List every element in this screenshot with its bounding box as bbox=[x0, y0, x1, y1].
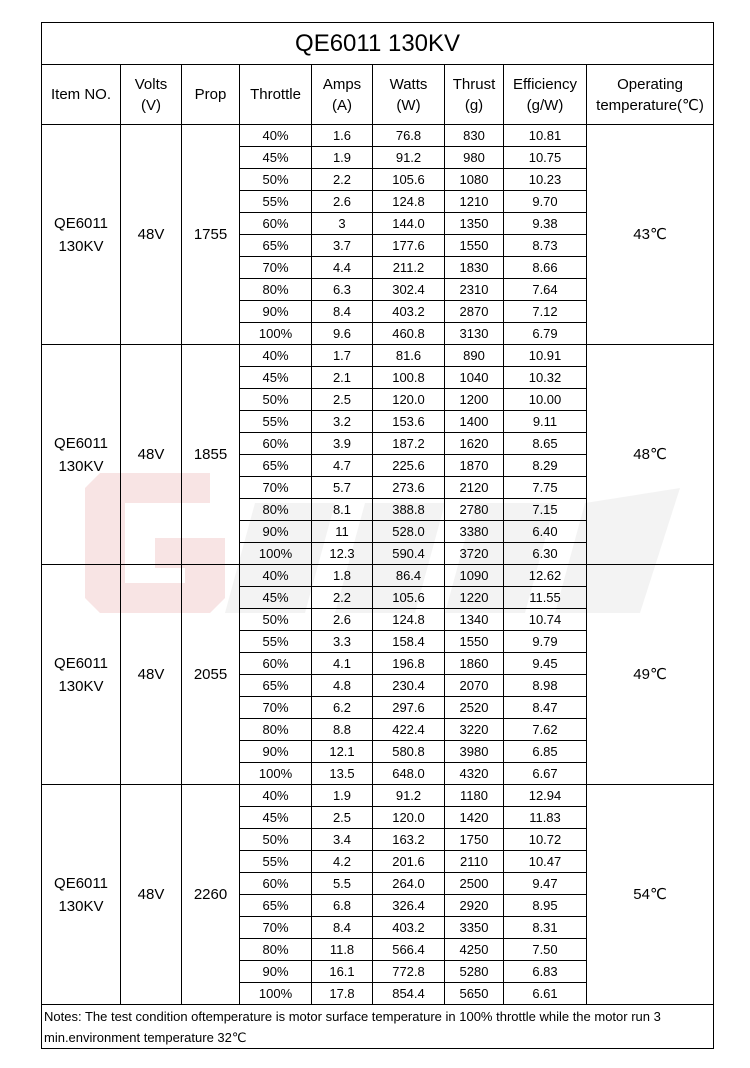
efficiency-cell: 12.62 bbox=[504, 565, 587, 587]
efficiency-cell: 10.47 bbox=[504, 851, 587, 873]
efficiency-cell: 7.12 bbox=[504, 301, 587, 323]
efficiency-cell: 10.75 bbox=[504, 147, 587, 169]
efficiency-cell: 10.91 bbox=[504, 345, 587, 367]
thrust-cell: 1090 bbox=[445, 565, 504, 587]
watts-cell: 648.0 bbox=[373, 763, 445, 785]
notes-row bbox=[42, 1005, 714, 1049]
thrust-cell: 2110 bbox=[445, 851, 504, 873]
amps-cell: 17.8 bbox=[312, 983, 373, 1005]
table-title: QE6011 130KV bbox=[42, 23, 714, 65]
throttle-cell: 80% bbox=[240, 279, 312, 301]
amps-cell: 2.2 bbox=[312, 587, 373, 609]
thrust-cell: 1080 bbox=[445, 169, 504, 191]
watts-cell: 120.0 bbox=[373, 807, 445, 829]
watts-cell: 76.8 bbox=[373, 125, 445, 147]
thrust-cell: 1210 bbox=[445, 191, 504, 213]
throttle-cell: 90% bbox=[240, 961, 312, 983]
watts-cell: 326.4 bbox=[373, 895, 445, 917]
notes-text: Notes: The test condition oftemperature is motor surface temperature in 100% throttle while the motor run 3 min.environment temperature 32℃ bbox=[42, 1005, 714, 1049]
thrust-cell: 1870 bbox=[445, 455, 504, 477]
thrust-cell: 1550 bbox=[445, 235, 504, 257]
amps-cell: 1.8 bbox=[312, 565, 373, 587]
efficiency-cell: 10.32 bbox=[504, 367, 587, 389]
efficiency-cell: 6.83 bbox=[504, 961, 587, 983]
amps-cell: 1.9 bbox=[312, 785, 373, 807]
efficiency-cell: 10.74 bbox=[504, 609, 587, 631]
watts-cell: 81.6 bbox=[373, 345, 445, 367]
amps-cell: 4.8 bbox=[312, 675, 373, 697]
thrust-cell: 1620 bbox=[445, 433, 504, 455]
efficiency-cell: 9.79 bbox=[504, 631, 587, 653]
watts-cell: 566.4 bbox=[373, 939, 445, 961]
thrust-cell: 5650 bbox=[445, 983, 504, 1005]
throttle-cell: 90% bbox=[240, 521, 312, 543]
throttle-cell: 40% bbox=[240, 345, 312, 367]
thrust-cell: 1400 bbox=[445, 411, 504, 433]
table-row bbox=[42, 785, 714, 807]
throttle-cell: 70% bbox=[240, 697, 312, 719]
efficiency-cell: 9.70 bbox=[504, 191, 587, 213]
amps-cell: 8.8 bbox=[312, 719, 373, 741]
thrust-cell: 3350 bbox=[445, 917, 504, 939]
amps-cell: 4.4 bbox=[312, 257, 373, 279]
thrust-cell: 3720 bbox=[445, 543, 504, 565]
watts-cell: 124.8 bbox=[373, 191, 445, 213]
header-thrust: Thrust (g) bbox=[445, 65, 504, 125]
temperature-cell: 43℃ bbox=[587, 125, 714, 345]
throttle-cell: 80% bbox=[240, 499, 312, 521]
table-row bbox=[42, 345, 714, 367]
watts-cell: 422.4 bbox=[373, 719, 445, 741]
thrust-cell: 1550 bbox=[445, 631, 504, 653]
throttle-cell: 50% bbox=[240, 169, 312, 191]
thrust-cell: 1200 bbox=[445, 389, 504, 411]
thrust-cell: 3380 bbox=[445, 521, 504, 543]
throttle-cell: 100% bbox=[240, 323, 312, 345]
efficiency-cell: 9.47 bbox=[504, 873, 587, 895]
throttle-cell: 80% bbox=[240, 939, 312, 961]
header-throttle: Throttle bbox=[240, 65, 312, 125]
watts-cell: 264.0 bbox=[373, 873, 445, 895]
header-prop: Prop bbox=[182, 65, 240, 125]
efficiency-cell: 6.79 bbox=[504, 323, 587, 345]
amps-cell: 3.7 bbox=[312, 235, 373, 257]
watts-cell: 528.0 bbox=[373, 521, 445, 543]
throttle-cell: 50% bbox=[240, 829, 312, 851]
throttle-cell: 90% bbox=[240, 741, 312, 763]
thrust-cell: 2870 bbox=[445, 301, 504, 323]
thrust-cell: 2520 bbox=[445, 697, 504, 719]
temperature-cell: 49℃ bbox=[587, 565, 714, 785]
watts-cell: 196.8 bbox=[373, 653, 445, 675]
amps-cell: 3.4 bbox=[312, 829, 373, 851]
thrust-cell: 2120 bbox=[445, 477, 504, 499]
amps-cell: 3.9 bbox=[312, 433, 373, 455]
throttle-cell: 80% bbox=[240, 719, 312, 741]
throttle-cell: 65% bbox=[240, 235, 312, 257]
spec-table bbox=[41, 22, 714, 1049]
watts-cell: 86.4 bbox=[373, 565, 445, 587]
table-row bbox=[42, 125, 714, 147]
watts-cell: 177.6 bbox=[373, 235, 445, 257]
title-row bbox=[42, 23, 714, 65]
amps-cell: 4.7 bbox=[312, 455, 373, 477]
watts-cell: 105.6 bbox=[373, 169, 445, 191]
thrust-cell: 5280 bbox=[445, 961, 504, 983]
item-no-cell: QE6011 130KV bbox=[42, 345, 121, 565]
watts-cell: 403.2 bbox=[373, 917, 445, 939]
amps-cell: 2.5 bbox=[312, 807, 373, 829]
watts-cell: 120.0 bbox=[373, 389, 445, 411]
watts-cell: 100.8 bbox=[373, 367, 445, 389]
watts-cell: 225.6 bbox=[373, 455, 445, 477]
watts-cell: 302.4 bbox=[373, 279, 445, 301]
efficiency-cell: 7.75 bbox=[504, 477, 587, 499]
efficiency-cell: 9.38 bbox=[504, 213, 587, 235]
amps-cell: 11 bbox=[312, 521, 373, 543]
efficiency-cell: 6.85 bbox=[504, 741, 587, 763]
thrust-cell: 2310 bbox=[445, 279, 504, 301]
thrust-cell: 4320 bbox=[445, 763, 504, 785]
header-row bbox=[42, 65, 714, 125]
efficiency-cell: 7.62 bbox=[504, 719, 587, 741]
watts-cell: 124.8 bbox=[373, 609, 445, 631]
prop-cell: 1755 bbox=[182, 125, 240, 345]
throttle-cell: 70% bbox=[240, 477, 312, 499]
amps-cell: 1.9 bbox=[312, 147, 373, 169]
amps-cell: 3.2 bbox=[312, 411, 373, 433]
throttle-cell: 90% bbox=[240, 301, 312, 323]
amps-cell: 16.1 bbox=[312, 961, 373, 983]
throttle-cell: 40% bbox=[240, 565, 312, 587]
amps-cell: 5.5 bbox=[312, 873, 373, 895]
efficiency-cell: 8.65 bbox=[504, 433, 587, 455]
thrust-cell: 1340 bbox=[445, 609, 504, 631]
thrust-cell: 1830 bbox=[445, 257, 504, 279]
efficiency-cell: 7.50 bbox=[504, 939, 587, 961]
thrust-cell: 830 bbox=[445, 125, 504, 147]
watts-cell: 153.6 bbox=[373, 411, 445, 433]
header-temperature: Operating temperature(℃) bbox=[587, 65, 714, 125]
temperature-cell: 54℃ bbox=[587, 785, 714, 1005]
throttle-cell: 70% bbox=[240, 917, 312, 939]
efficiency-cell: 9.11 bbox=[504, 411, 587, 433]
volts-cell: 48V bbox=[121, 345, 182, 565]
volts-cell: 48V bbox=[121, 785, 182, 1005]
efficiency-cell: 8.66 bbox=[504, 257, 587, 279]
throttle-cell: 45% bbox=[240, 367, 312, 389]
efficiency-cell: 6.61 bbox=[504, 983, 587, 1005]
efficiency-cell: 8.29 bbox=[504, 455, 587, 477]
header-efficiency: Efficiency (g/W) bbox=[504, 65, 587, 125]
throttle-cell: 45% bbox=[240, 807, 312, 829]
throttle-cell: 60% bbox=[240, 653, 312, 675]
throttle-cell: 55% bbox=[240, 191, 312, 213]
efficiency-cell: 10.23 bbox=[504, 169, 587, 191]
throttle-cell: 55% bbox=[240, 631, 312, 653]
efficiency-cell: 8.31 bbox=[504, 917, 587, 939]
watts-cell: 460.8 bbox=[373, 323, 445, 345]
header-item-no: Item NO. bbox=[42, 65, 121, 125]
thrust-cell: 3980 bbox=[445, 741, 504, 763]
thrust-cell: 2500 bbox=[445, 873, 504, 895]
throttle-cell: 45% bbox=[240, 147, 312, 169]
throttle-cell: 40% bbox=[240, 785, 312, 807]
watts-cell: 580.8 bbox=[373, 741, 445, 763]
watts-cell: 144.0 bbox=[373, 213, 445, 235]
throttle-cell: 65% bbox=[240, 675, 312, 697]
thrust-cell: 1420 bbox=[445, 807, 504, 829]
volts-cell: 48V bbox=[121, 125, 182, 345]
throttle-cell: 55% bbox=[240, 411, 312, 433]
prop-cell: 2260 bbox=[182, 785, 240, 1005]
thrust-cell: 3130 bbox=[445, 323, 504, 345]
throttle-cell: 55% bbox=[240, 851, 312, 873]
amps-cell: 4.1 bbox=[312, 653, 373, 675]
prop-cell: 1855 bbox=[182, 345, 240, 565]
amps-cell: 12.1 bbox=[312, 741, 373, 763]
throttle-cell: 50% bbox=[240, 609, 312, 631]
volts-cell: 48V bbox=[121, 565, 182, 785]
amps-cell: 6.8 bbox=[312, 895, 373, 917]
watts-cell: 158.4 bbox=[373, 631, 445, 653]
thrust-cell: 1220 bbox=[445, 587, 504, 609]
efficiency-cell: 6.40 bbox=[504, 521, 587, 543]
item-no-cell: QE6011 130KV bbox=[42, 125, 121, 345]
thrust-cell: 1350 bbox=[445, 213, 504, 235]
amps-cell: 5.7 bbox=[312, 477, 373, 499]
prop-cell: 2055 bbox=[182, 565, 240, 785]
amps-cell: 9.6 bbox=[312, 323, 373, 345]
throttle-cell: 45% bbox=[240, 587, 312, 609]
efficiency-cell: 11.83 bbox=[504, 807, 587, 829]
throttle-cell: 60% bbox=[240, 873, 312, 895]
thrust-cell: 1860 bbox=[445, 653, 504, 675]
efficiency-cell: 6.67 bbox=[504, 763, 587, 785]
watts-cell: 187.2 bbox=[373, 433, 445, 455]
efficiency-cell: 12.94 bbox=[504, 785, 587, 807]
efficiency-cell: 7.15 bbox=[504, 499, 587, 521]
amps-cell: 13.5 bbox=[312, 763, 373, 785]
amps-cell: 2.5 bbox=[312, 389, 373, 411]
throttle-cell: 65% bbox=[240, 895, 312, 917]
efficiency-cell: 10.72 bbox=[504, 829, 587, 851]
watts-cell: 273.6 bbox=[373, 477, 445, 499]
thrust-cell: 2780 bbox=[445, 499, 504, 521]
item-no-cell: QE6011 130KV bbox=[42, 565, 121, 785]
throttle-cell: 60% bbox=[240, 433, 312, 455]
amps-cell: 8.1 bbox=[312, 499, 373, 521]
watts-cell: 403.2 bbox=[373, 301, 445, 323]
thrust-cell: 1750 bbox=[445, 829, 504, 851]
header-amps: Amps (A) bbox=[312, 65, 373, 125]
efficiency-cell: 8.98 bbox=[504, 675, 587, 697]
header-watts: Watts (W) bbox=[373, 65, 445, 125]
amps-cell: 4.2 bbox=[312, 851, 373, 873]
amps-cell: 6.3 bbox=[312, 279, 373, 301]
thrust-cell: 1040 bbox=[445, 367, 504, 389]
watts-cell: 105.6 bbox=[373, 587, 445, 609]
efficiency-cell: 9.45 bbox=[504, 653, 587, 675]
efficiency-cell: 11.55 bbox=[504, 587, 587, 609]
watts-cell: 230.4 bbox=[373, 675, 445, 697]
amps-cell: 2.1 bbox=[312, 367, 373, 389]
efficiency-cell: 8.47 bbox=[504, 697, 587, 719]
amps-cell: 3.3 bbox=[312, 631, 373, 653]
throttle-cell: 100% bbox=[240, 543, 312, 565]
watts-cell: 211.2 bbox=[373, 257, 445, 279]
watts-cell: 297.6 bbox=[373, 697, 445, 719]
amps-cell: 8.4 bbox=[312, 301, 373, 323]
header-volts: Volts (V) bbox=[121, 65, 182, 125]
table-row bbox=[42, 565, 714, 587]
watts-cell: 91.2 bbox=[373, 147, 445, 169]
watts-cell: 201.6 bbox=[373, 851, 445, 873]
throttle-cell: 65% bbox=[240, 455, 312, 477]
efficiency-cell: 10.00 bbox=[504, 389, 587, 411]
amps-cell: 8.4 bbox=[312, 917, 373, 939]
watts-cell: 91.2 bbox=[373, 785, 445, 807]
watts-cell: 163.2 bbox=[373, 829, 445, 851]
thrust-cell: 1180 bbox=[445, 785, 504, 807]
watts-cell: 590.4 bbox=[373, 543, 445, 565]
throttle-cell: 100% bbox=[240, 983, 312, 1005]
watts-cell: 854.4 bbox=[373, 983, 445, 1005]
temperature-cell: 48℃ bbox=[587, 345, 714, 565]
watts-cell: 388.8 bbox=[373, 499, 445, 521]
thrust-cell: 2920 bbox=[445, 895, 504, 917]
thrust-cell: 980 bbox=[445, 147, 504, 169]
throttle-cell: 70% bbox=[240, 257, 312, 279]
efficiency-cell: 10.81 bbox=[504, 125, 587, 147]
item-no-cell: QE6011 130KV bbox=[42, 785, 121, 1005]
amps-cell: 11.8 bbox=[312, 939, 373, 961]
efficiency-cell: 7.64 bbox=[504, 279, 587, 301]
amps-cell: 1.6 bbox=[312, 125, 373, 147]
amps-cell: 12.3 bbox=[312, 543, 373, 565]
amps-cell: 1.7 bbox=[312, 345, 373, 367]
watts-cell: 772.8 bbox=[373, 961, 445, 983]
thrust-cell: 4250 bbox=[445, 939, 504, 961]
thrust-cell: 3220 bbox=[445, 719, 504, 741]
efficiency-cell: 8.95 bbox=[504, 895, 587, 917]
thrust-cell: 890 bbox=[445, 345, 504, 367]
amps-cell: 2.6 bbox=[312, 609, 373, 631]
thrust-cell: 2070 bbox=[445, 675, 504, 697]
amps-cell: 2.6 bbox=[312, 191, 373, 213]
throttle-cell: 40% bbox=[240, 125, 312, 147]
efficiency-cell: 6.30 bbox=[504, 543, 587, 565]
amps-cell: 3 bbox=[312, 213, 373, 235]
throttle-cell: 60% bbox=[240, 213, 312, 235]
throttle-cell: 100% bbox=[240, 763, 312, 785]
throttle-cell: 50% bbox=[240, 389, 312, 411]
amps-cell: 2.2 bbox=[312, 169, 373, 191]
efficiency-cell: 8.73 bbox=[504, 235, 587, 257]
amps-cell: 6.2 bbox=[312, 697, 373, 719]
